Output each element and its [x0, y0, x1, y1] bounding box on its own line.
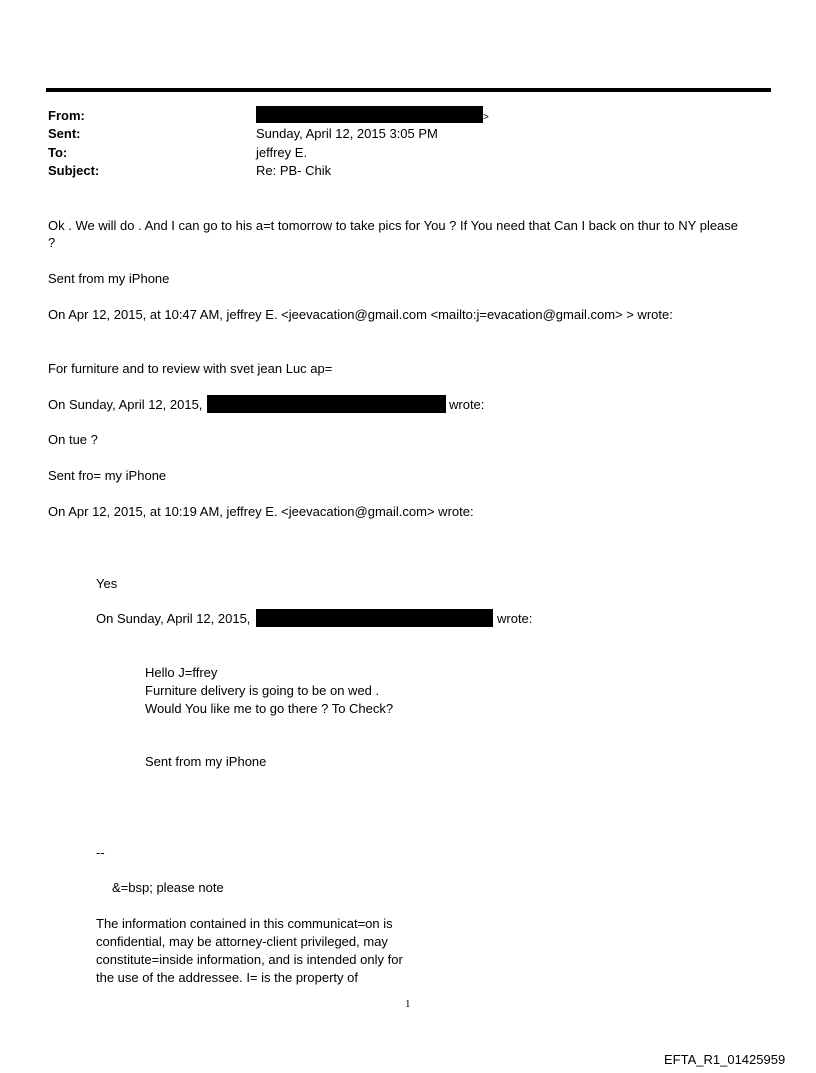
subject-value: Re: PB- Chik	[256, 163, 332, 178]
note-line: &=bsp; please note	[112, 880, 224, 895]
to-label: To:	[48, 145, 68, 160]
quote-header-3: On Apr 12, 2015, at 10:19 AM, jeffrey E. <jeevacation@gmail.com> wrote:	[48, 504, 474, 519]
body-line-3: On tue ?	[48, 432, 98, 447]
header-rule	[46, 88, 771, 92]
signature-separator: --	[96, 845, 105, 860]
reply-yes: Yes	[96, 576, 118, 591]
quote-header-1: On Apr 12, 2015, at 10:47 AM, jeffrey E. <jeevacation@gmail.com <mailto:j=evacation@gmail.com> > wrote:	[48, 307, 673, 322]
disclaimer-line: the use of the addressee. I= is the property of	[96, 970, 358, 985]
quote-header-2-prefix: On Sunday, April 12, 2015,	[48, 397, 203, 412]
from-tail: >	[483, 112, 489, 123]
question-line: Would You like me to go there ? To Check?	[145, 701, 394, 716]
signature-3: Sent from my iPhone	[145, 754, 267, 769]
delivery-line: Furniture delivery is going to be on wed .	[145, 683, 380, 698]
body-line-2: For furniture and to review with svet jean Luc ap=	[48, 361, 333, 376]
quote-4-redaction	[256, 609, 493, 627]
page-number: 1	[405, 998, 411, 1010]
body-line-1-cont: ?	[48, 235, 56, 250]
from-label: From:	[48, 108, 85, 123]
to-value: jeffrey E.	[256, 145, 308, 160]
quote-header-4-prefix: On Sunday, April 12, 2015,	[96, 611, 251, 626]
disclaimer-line: confidential, may be attorney-client privileged, may	[96, 934, 388, 949]
quote-2-redaction	[207, 395, 446, 413]
subject-label: Subject:	[48, 163, 100, 178]
from-redaction	[256, 106, 483, 123]
quote-header-2-suffix: wrote:	[449, 397, 485, 412]
greeting: Hello J=ffrey	[145, 665, 218, 680]
body-line-1: Ok . We will do . And I can go to his a=t tomorrow to take pics for You ? If You need that Can I back on thur to NY please	[48, 218, 739, 233]
sent-value: Sunday, April 12, 2015 3:05 PM	[256, 126, 438, 141]
disclaimer-line: The information contained in this communicat=on is	[96, 916, 393, 931]
bates-number: EFTA_R1_01425959	[664, 1052, 786, 1067]
disclaimer-line: constitute=inside information, and is intended only for	[96, 952, 403, 967]
sent-label: Sent:	[48, 126, 81, 141]
quote-header-4-suffix: wrote:	[497, 611, 533, 626]
signature-1: Sent from my iPhone	[48, 271, 170, 286]
signature-2: Sent fro= my iPhone	[48, 468, 167, 483]
